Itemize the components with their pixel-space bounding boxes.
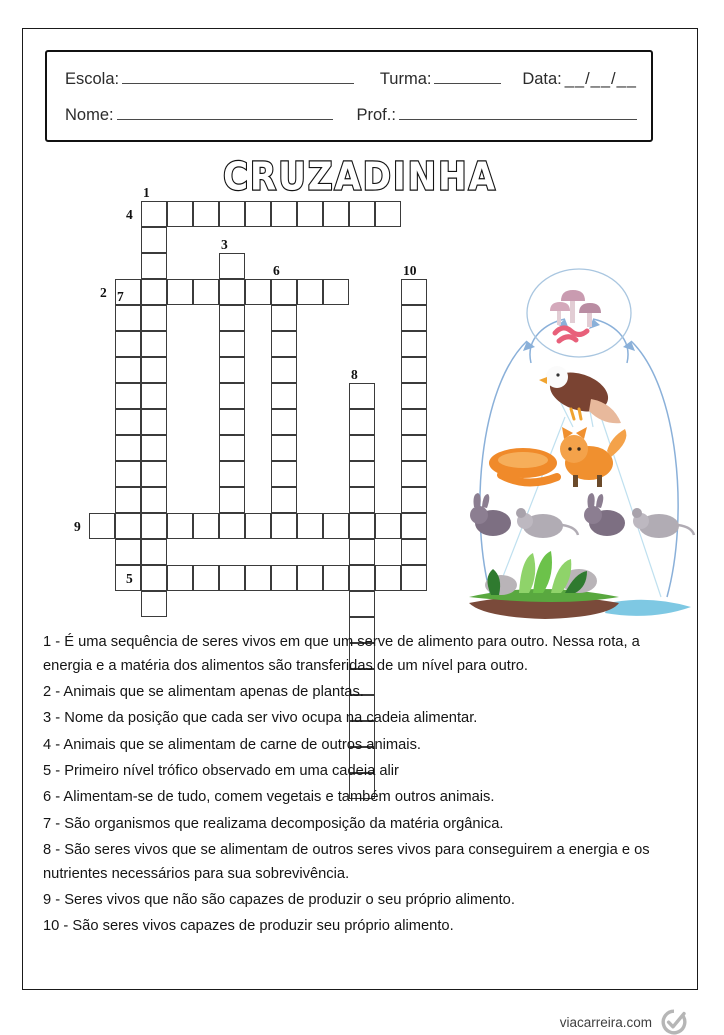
crossword-number-4: 4 [126, 207, 133, 222]
crossword-cell[interactable] [219, 565, 245, 591]
crossword-cell[interactable] [167, 279, 193, 305]
crossword-number-5: 5 [126, 571, 133, 586]
crossword-cell[interactable] [141, 487, 167, 513]
crossword-cell[interactable] [401, 565, 427, 591]
crossword-cell[interactable] [141, 253, 167, 279]
food-chain-illustration [461, 267, 697, 629]
crossword-cell[interactable] [297, 201, 323, 227]
crossword-cell[interactable] [297, 279, 323, 305]
crossword-number-7: 7 [117, 289, 124, 304]
crossword-cell[interactable] [115, 305, 141, 331]
crossword-cell[interactable] [141, 383, 167, 409]
clue-item: 8 - São seres vivos que se alimentam de outros seres vivos para conseguirem a energia e os nutrientes necessários para sua sobrevivência. [43, 842, 650, 882]
mouse-icon [632, 508, 694, 538]
crossword-cell[interactable] [401, 487, 427, 513]
crossword-number-3: 3 [221, 237, 228, 252]
clue-item: 3 - Nome da posição que cada ser vivo ocupa na cadeia alimentar. [43, 710, 478, 727]
crossword-cell[interactable] [141, 279, 167, 305]
crossword-number-9: 9 [74, 519, 81, 534]
crossword-cell[interactable] [271, 565, 297, 591]
crossword-cell[interactable] [141, 331, 167, 357]
crossword-cell[interactable] [401, 409, 427, 435]
crossword-cell[interactable] [245, 201, 271, 227]
crossword-cell[interactable] [245, 513, 271, 539]
crossword-cell[interactable] [245, 279, 271, 305]
crossword-cell[interactable] [271, 461, 297, 487]
crossword-cell[interactable] [115, 435, 141, 461]
crossword-cell[interactable] [115, 383, 141, 409]
snake-icon [489, 448, 557, 483]
data-label: Data: [522, 70, 562, 88]
clue-item: 5 - Primeiro nível trófico observado em uma cadeia alir [43, 763, 399, 780]
crossword-cell[interactable] [271, 383, 297, 409]
crossword-cell[interactable] [141, 565, 167, 591]
crossword-cell[interactable] [349, 513, 375, 539]
crossword-cell[interactable] [115, 513, 141, 539]
crossword-cell[interactable] [401, 357, 427, 383]
crossword-cell[interactable] [167, 565, 193, 591]
crossword-number-8: 8 [351, 367, 358, 382]
crossword-cell[interactable] [401, 435, 427, 461]
crossword-cell[interactable] [219, 487, 245, 513]
data-input-line[interactable]: __/__/__ [564, 70, 637, 88]
crossword-cell[interactable] [349, 435, 375, 461]
crossword-cell[interactable] [141, 227, 167, 253]
clue-item: 4 - Animais que se alimentam de carne de outros animais. [43, 736, 421, 753]
crossword-cell[interactable] [115, 539, 141, 565]
crossword-cell[interactable] [141, 201, 167, 227]
turma-input-line[interactable] [434, 70, 500, 84]
crossword-cell[interactable] [271, 305, 297, 331]
crossword-cell[interactable] [193, 279, 219, 305]
crossword-cell[interactable] [115, 331, 141, 357]
prof-label: Prof.: [356, 106, 396, 124]
crossword-cell[interactable] [219, 253, 245, 279]
nome-input-line[interactable] [117, 106, 333, 120]
food-chain-svg [461, 267, 697, 629]
clue-item: 7 - São organismos que realizama decomposição da matéria orgânica. [43, 815, 504, 832]
crossword-cell[interactable] [115, 487, 141, 513]
eagle-icon [539, 366, 621, 424]
crossword-cell[interactable] [245, 565, 271, 591]
crossword-cell[interactable] [193, 565, 219, 591]
escola-input-line[interactable] [122, 70, 354, 84]
crossword-cell[interactable] [401, 513, 427, 539]
crossword-cell[interactable] [219, 383, 245, 409]
plants-base-icon [469, 551, 619, 619]
crossword-cell[interactable] [323, 565, 349, 591]
crossword-cell[interactable] [219, 357, 245, 383]
rabbit-icon [470, 493, 511, 536]
crossword-cell[interactable] [401, 539, 427, 565]
crossword-number-1: 1 [143, 185, 150, 200]
escola-label: Escola: [65, 70, 120, 88]
crossword-cell[interactable] [297, 565, 323, 591]
crossword-cell[interactable] [271, 409, 297, 435]
clue-item: 6 - Alimentam-se de tudo, comem vegetais e também outros animais. [43, 789, 495, 806]
crossword-cell[interactable] [141, 409, 167, 435]
crossword-cell[interactable] [323, 201, 349, 227]
crossword-cell[interactable] [141, 357, 167, 383]
consumption-lines [495, 395, 661, 597]
crossword-cell[interactable] [193, 513, 219, 539]
crossword-cell[interactable] [375, 565, 401, 591]
crossword-cell[interactable] [401, 331, 427, 357]
crossword-cell[interactable] [271, 201, 297, 227]
crossword-cell[interactable] [115, 461, 141, 487]
crossword-cell[interactable] [271, 513, 297, 539]
mouse-icon [516, 508, 578, 538]
id-row-bottom [65, 106, 637, 125]
crossword-grid[interactable] [63, 185, 443, 621]
crossword-cell[interactable] [219, 305, 245, 331]
crossword-cell[interactable] [401, 305, 427, 331]
crossword-cell[interactable] [115, 357, 141, 383]
crossword-cell[interactable] [219, 279, 245, 305]
nome-label: Nome: [65, 106, 114, 124]
clue-item: 2 - Animais que se alimentam apenas de plantas. [43, 684, 364, 701]
crossword-cell[interactable] [141, 461, 167, 487]
footer [560, 1009, 687, 1035]
crossword-cell[interactable] [323, 513, 349, 539]
crossword-cell[interactable] [349, 591, 375, 617]
crossword-cell[interactable] [401, 383, 427, 409]
crossword-cell[interactable] [401, 279, 427, 305]
rabbit-icon [584, 493, 625, 536]
crossword-cell[interactable] [219, 201, 245, 227]
crossword-cell[interactable] [219, 409, 245, 435]
crossword-cell[interactable] [271, 357, 297, 383]
page-title: CRUZADINHA [223, 154, 497, 200]
crossword-cell[interactable] [375, 513, 401, 539]
crossword-cell[interactable] [219, 331, 245, 357]
crossword-cell[interactable] [141, 539, 167, 565]
crossword-cell[interactable] [141, 513, 167, 539]
crossword-cell[interactable] [219, 461, 245, 487]
clue-item: 9 - Seres vivos que não são capazes de produzir o seu próprio alimento. [43, 892, 515, 909]
worms-icon [555, 328, 587, 341]
crossword-cell[interactable] [271, 487, 297, 513]
crossword-cell[interactable] [167, 513, 193, 539]
worksheet-page [22, 28, 698, 1030]
water-icon [605, 600, 691, 616]
crossword-cell[interactable] [271, 435, 297, 461]
crossword-cell[interactable] [219, 435, 245, 461]
prof-input-line[interactable] [399, 106, 637, 120]
student-identification-box [45, 50, 653, 142]
site-name: viacarreira.com [559, 1014, 652, 1030]
crossword-cell[interactable] [271, 279, 297, 305]
crossword-cell[interactable] [167, 201, 193, 227]
crossword-cell[interactable] [349, 539, 375, 565]
crossword-cell[interactable] [141, 305, 167, 331]
turma-label: Turma: [379, 70, 432, 88]
rabbits-and-mice-icons [470, 493, 694, 538]
crossword-cell[interactable] [323, 279, 349, 305]
crossword-cell[interactable] [349, 201, 375, 227]
crossword-cell[interactable] [89, 513, 115, 539]
clue-list [43, 631, 679, 942]
clue-item: 1 - É uma sequência de seres vivos em que um serve de alimento para outro. Nessa rota, a energia e a matéria dos alimentos são transferidas de um nível para outro. [43, 634, 640, 674]
crossword-cell[interactable] [219, 513, 245, 539]
id-row-top [65, 70, 637, 89]
crossword-cell[interactable] [349, 461, 375, 487]
clue-item: 10 - São seres vivos capazes de produzir seu próprio alimento. [43, 918, 454, 935]
crossword-cell[interactable] [349, 409, 375, 435]
crossword-cell[interactable] [115, 409, 141, 435]
fox-icon [560, 427, 626, 487]
crossword-number-10: 10 [403, 263, 417, 278]
crossword-cell[interactable] [141, 435, 167, 461]
crossword-number-6: 6 [273, 263, 280, 278]
crossword-cell[interactable] [349, 565, 375, 591]
crossword-cell[interactable] [193, 201, 219, 227]
title-container [23, 154, 697, 200]
crossword-cell[interactable] [375, 201, 401, 227]
crossword-cell[interactable] [349, 383, 375, 409]
check-circle-icon [661, 1009, 687, 1035]
crossword-cell[interactable] [271, 331, 297, 357]
crossword-cell[interactable] [297, 513, 323, 539]
crossword-number-2: 2 [100, 285, 107, 300]
crossword-cell[interactable] [141, 591, 167, 617]
crossword-cell[interactable] [401, 461, 427, 487]
crossword-cell[interactable] [349, 487, 375, 513]
